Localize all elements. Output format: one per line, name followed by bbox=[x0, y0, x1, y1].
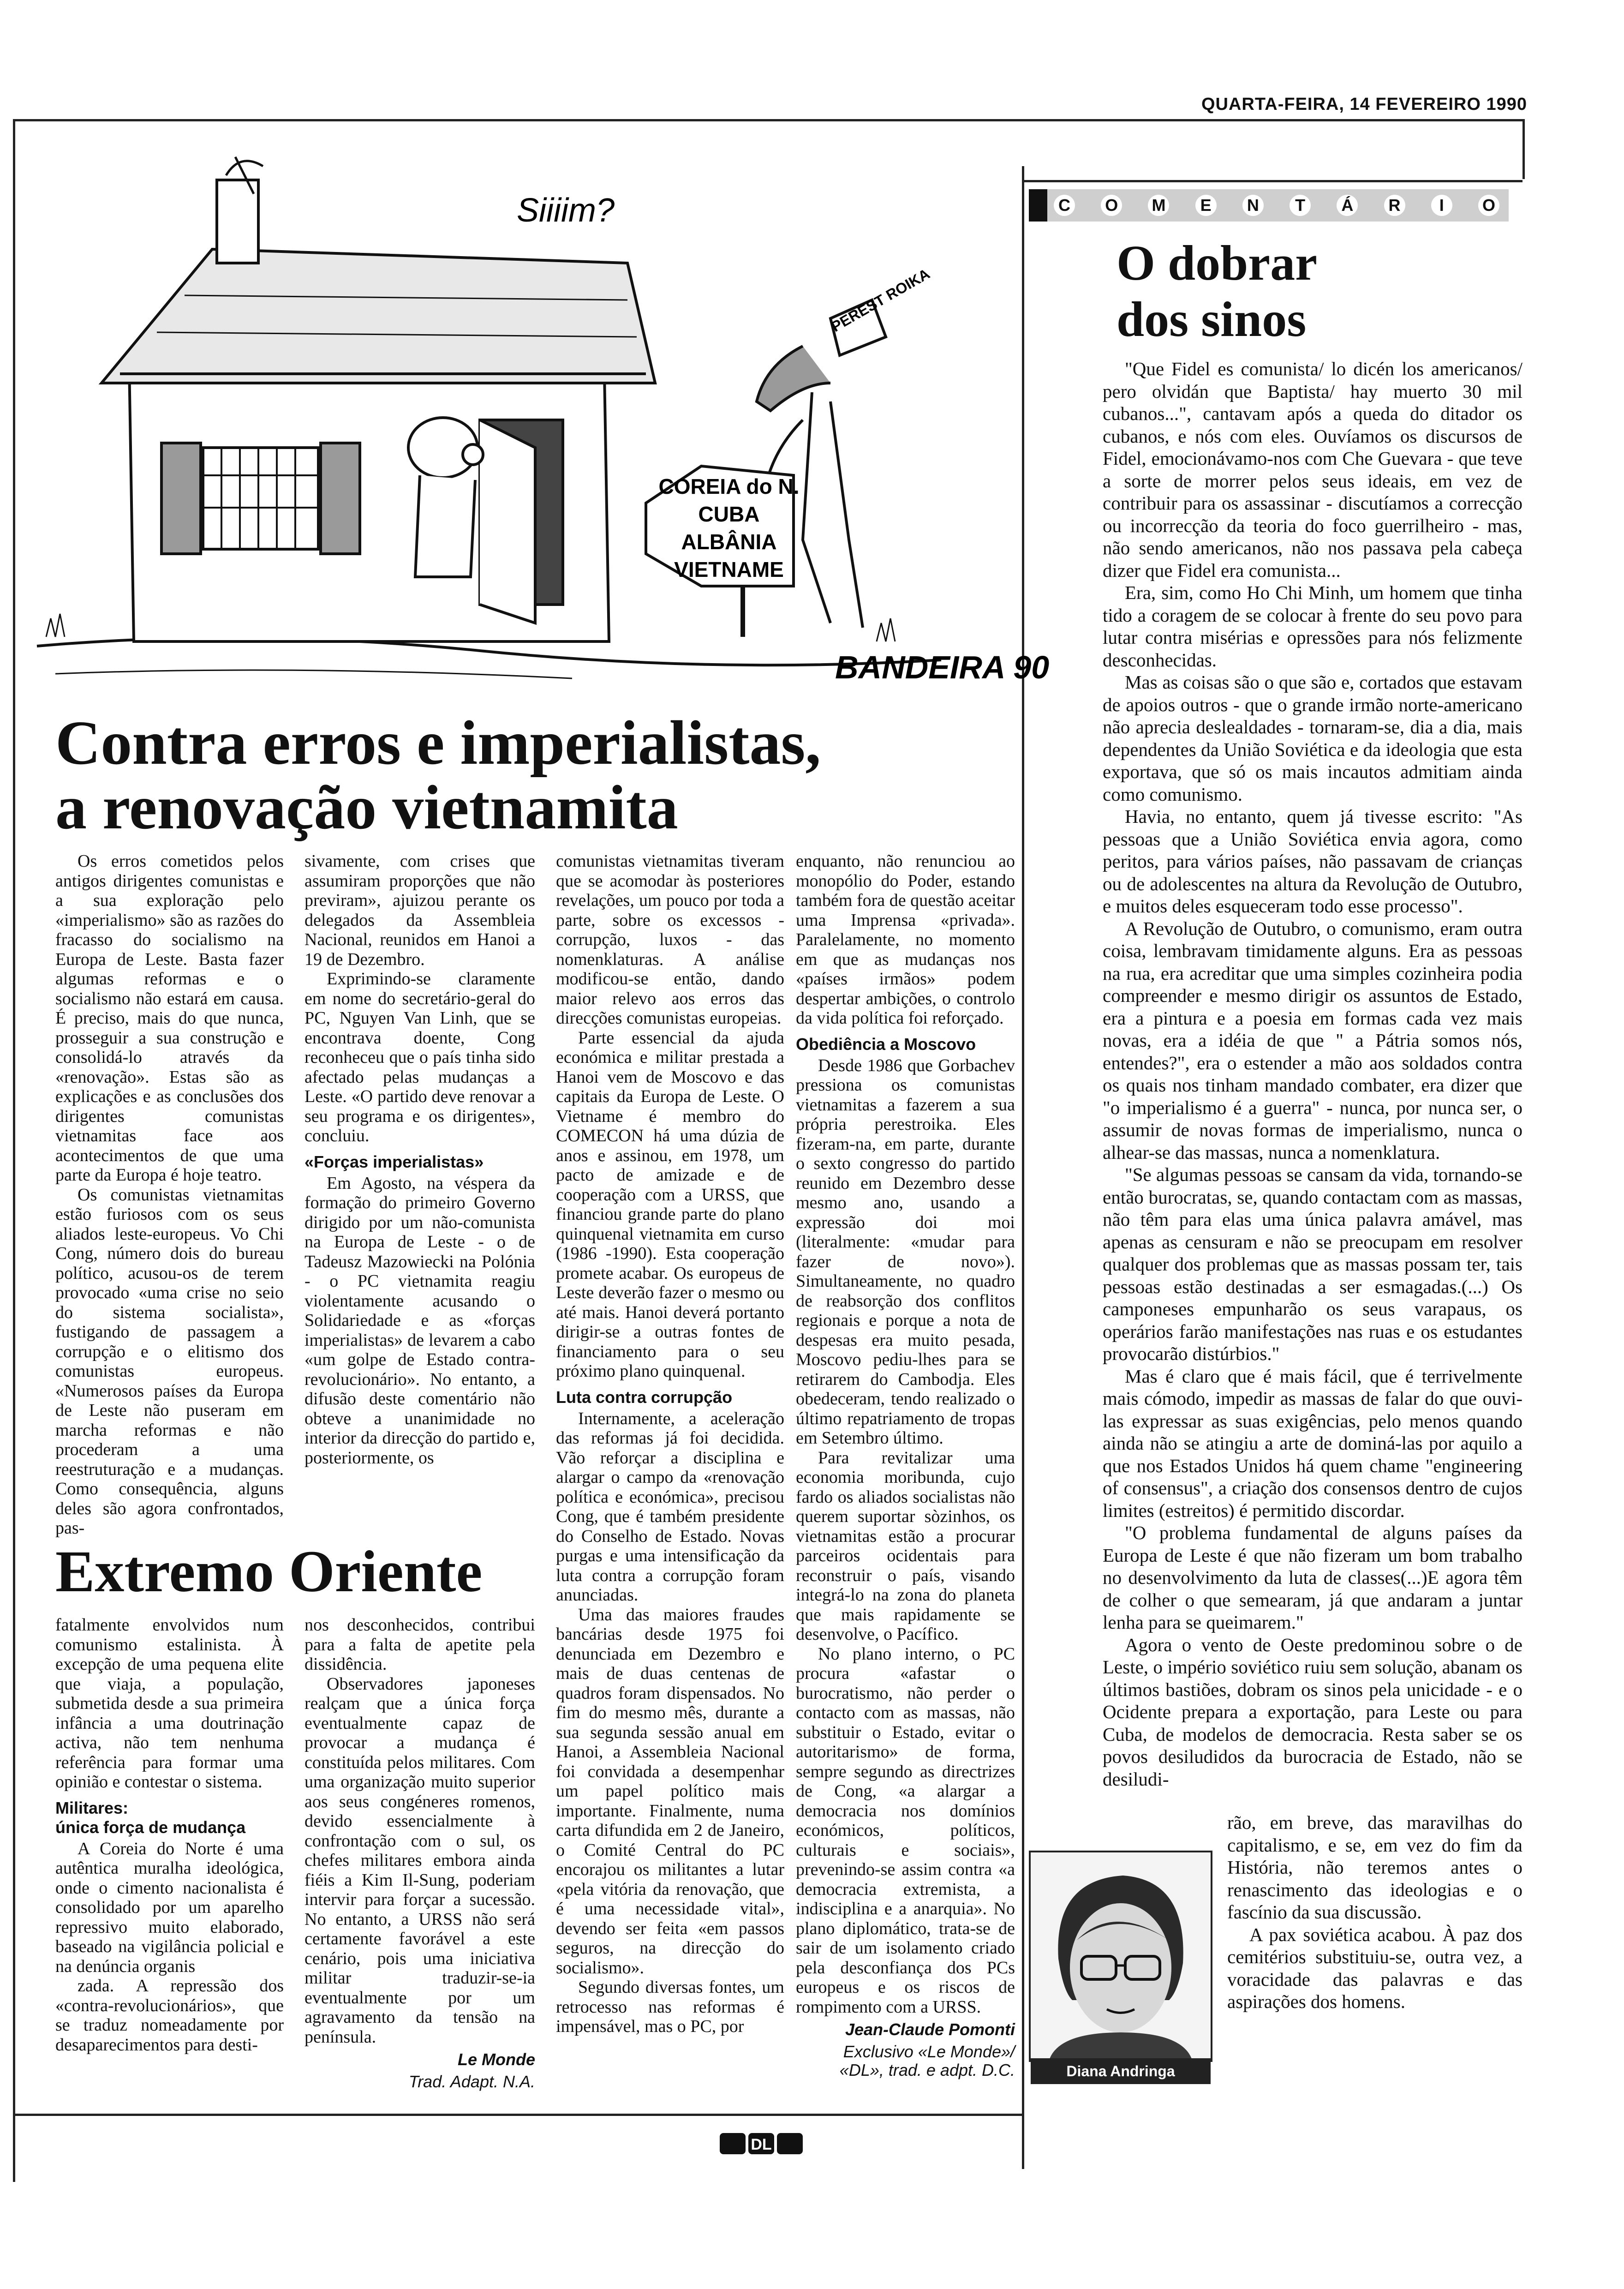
paragraph: Em Agosto, na véspera da formação do primeiro Governo dirigido por um não-comunista na Europa de Leste - o de Tadeusz Mazowiecki na Polónia - o PC vietnamita reagiu violentamente acusando o Solidariedade e as «forças imperialistas» de levarem a cabo «um golpe de Estado contra-revolucionário». No entanto, a difusão deste comentário não obteve a unanimidade no interior da direcção do partido e, posteriormente, os bbox=[304, 1173, 535, 1468]
editorial-cartoon bbox=[18, 125, 1050, 706]
subheading-forcas: «Forças imperialistas» bbox=[304, 1152, 484, 1171]
banner-letters bbox=[1054, 195, 1509, 216]
paragraph: Os comunistas vietnamitas estão furiosos com os seus aliados leste-europeus. Vo Chi Cong, número dois do bureau político, acusou-os de terem provocado «uma crise no seio do sistema socialista», fustigando de passagem a corrupção e o elitismo dos comunistas europeus. «Numerosos países da Europa de Leste não puseram em marcha reformas e não procederam a uma reestruturação e a mudanças. Como consequência, alguns deles são agora confrontados, pas- bbox=[55, 1185, 284, 1538]
main-headline bbox=[55, 708, 1015, 842]
paragraph: rão, em breve, das maravilhas do capitalismo, e se, em vez do fim da História, não teremos antes o renascimento das ideologias e o fascínio da sua discussão. bbox=[1227, 1812, 1522, 1923]
banner-letter: O bbox=[1101, 195, 1122, 216]
article-column-1 bbox=[55, 851, 284, 1538]
cartoon-speech: Siiiim? bbox=[517, 192, 615, 229]
subheading-luta: Luta contra corrupção bbox=[556, 1387, 733, 1407]
extremo-column-1 bbox=[55, 1615, 284, 2055]
paragraph: Mas é claro que é mais fácil, que é terrivelmente mais cómodo, impedir as massas de falar do que ouvi-las expressar as suas exigências, pelo menos quando ainda não se atingiu a arte de dominá-las por aquilo a que nos Estados Unidos há quem chame "engineering of consensus", a criação dos consensos dentro de cujos limites (estreitos) é permitido discordar. bbox=[1103, 1365, 1522, 1521]
photo-caption: Diana Andringa bbox=[1031, 2058, 1211, 2084]
extremo-oriente-headline: Extremo Oriente bbox=[55, 1539, 483, 1604]
banner-letter: Á bbox=[1337, 195, 1358, 216]
paragraph: sivamente, com crises que assumiram proporções que não previram», ajuizou perante os delegados da Assembleia Nacional, reunidos em Hanoi a 19 de Dezembro. bbox=[304, 851, 535, 969]
dl-logo bbox=[720, 2132, 803, 2155]
banner-letter: O bbox=[1478, 195, 1499, 216]
headline-line-1: Contra erros e imperialistas, bbox=[55, 708, 821, 778]
header-rule bbox=[14, 119, 1522, 121]
subheading-obediencia: Obediência a Moscovo bbox=[796, 1034, 976, 1054]
paragraph: Era, sim, como Ho Chi Minh, um homem que tinha tido a coragem de se colocar à frente do seu povo para lutar contra misérias e opressões para nós felizmente desconhecidas. bbox=[1103, 582, 1522, 671]
dl-logo-text: DL bbox=[751, 2136, 772, 2153]
paragraph: Mas as coisas são o que são e, cortados que estavam de apoios outros - que o grande irmão norte-americano não aprecia deslealdades - tornaram-se, dia a dia, mais dependentes da União Soviética e da ideologia que esta exportava, que só os mais incautos admitiam ainda como comunismo. bbox=[1103, 671, 1522, 805]
comment-top-rule bbox=[1022, 180, 1522, 182]
article-column-3 bbox=[556, 851, 784, 2037]
banner-letter: N bbox=[1242, 195, 1264, 216]
paragraph: Os erros cometidos pelos antigos dirigentes comunistas e a sua exploração pelo «imperialismo» são as razões do fracasso do socialismo na Europa de Leste. Basta fazer algumas reformas e o socialismo não estará em causa. É preciso, mais do que nunca, prosseguir a sua construção e consolidá-lo através da «renovação». Estas são as explicações e as conclusões dos dirigentes comunistas vietnamitas face aos acontecimentos de que uma parte da Europa é hoje teatro. bbox=[55, 851, 284, 1185]
cartoon-signature: BANDEIRA 90 bbox=[835, 649, 1050, 685]
cartoon-hat-text: PEREST ROIKA bbox=[828, 265, 933, 336]
paragraph: Agora o vento de Oeste predominou sobre o de Leste, o império soviético ruiu sem solução, abanam os últimos bastiões, dobram os sinos pela unicidade - e o Ocidente prepara a exportação, para Leste ou para Cuba, de modelos de democracia. Resta saber se os povos desiludidos da burocracia de Estado, não se desiludi- bbox=[1103, 1634, 1522, 1790]
article-column-4 bbox=[796, 851, 1015, 2079]
banner-letter: I bbox=[1431, 195, 1452, 216]
comentario-body-narrow bbox=[1227, 1811, 1522, 2013]
paragraph: Desde 1986 que Gorbachev pressiona os comunistas vietnamitas a fazerem a sua própria perestroika. Eles fizeram-na, em parte, durante o sexto congresso do partido reunido em Dezembro desse mesmo ano, usando a expressão doi moi (literalmente: «mudar para fazer de novo»). Simultaneamente, no quadro de reabsorção dos conflitos regionais e porque a nota de despesas era muito pesada, Moscovo pediu-lhes para se retirarem do Cambodja. Eles obedeceram, tendo realizado o último repatriamento de tropas em Setembro último. bbox=[796, 1055, 1015, 1448]
banner-letter: C bbox=[1054, 195, 1075, 216]
paragraph: "O problema fundamental de alguns países da Europa de Leste é que não fizeram um bom trabalho no desenvolvimento da luta de classes(...)E agora têm de colher o que semearam, já que andaram a juntar lenha para se queimarem." bbox=[1103, 1522, 1522, 1633]
paragraph: A Coreia do Norte é uma autêntica muralha ideológica, onde o cimento nacionalista é consolidado por um aparelho repressivo muito elaborado, baseado na vigilância policial e na denúncia organis bbox=[55, 1839, 284, 1976]
headline-line-2: a renovação vietnamita bbox=[55, 773, 678, 842]
right-frame-line bbox=[1522, 119, 1525, 179]
paragraph: A pax soviética acabou. À paz dos cemitérios substituiu-se, outra vez, a voracidade das palavras e das aspirações dos homens. bbox=[1227, 1923, 1522, 2012]
comentario-title bbox=[1116, 235, 1486, 348]
subheading-militares: Militares: bbox=[55, 1798, 129, 1817]
paragraph: zada. A repressão dos «contra-revolucionários», que se traduz nomeadamente por desaparecimentos para desti- bbox=[55, 1976, 284, 2055]
sign-line-4: VIETNAME bbox=[674, 557, 784, 581]
sign-line-3: ALBÂNIA bbox=[681, 530, 777, 554]
issue-date: QUARTA-FEIRA, 14 FEVEREIRO 1990 bbox=[1201, 95, 1527, 114]
comentario-body bbox=[1103, 358, 1522, 1790]
sign-line-2: CUBA bbox=[698, 502, 760, 526]
author-photo bbox=[1029, 1851, 1212, 2062]
comentario-banner bbox=[1029, 189, 1509, 222]
paragraph: Observadores japoneses realçam que a única força eventualmente capaz de provocar a mudança é constituída pelos militares. Com uma organização muito superior aos seus congéneres romenos, devido essencialmente à confrontação com o sul, os chefes militares embora ainda fiéis a Kim Il-Sung, poderiam intervir para forçar a sucessão. No entanto, a URSS não será certamente favorável a este cenário, pois uma iniciativa militar traduzir-se-ia eventualmente por um agravamento da tensão na península. bbox=[304, 1674, 535, 2047]
paragraph: Internamente, a aceleração das reformas já foi decidida. Vão reforçar a disciplina e alargar o campo da «renovação política e económica», precisou Cong, que é também presidente do Conselho de Estado. Novas purgas e uma intensificação da luta contra a corrupção foram anunciadas. bbox=[556, 1408, 784, 1605]
banner-letter: E bbox=[1195, 195, 1217, 216]
article-column-2 bbox=[304, 851, 535, 1468]
paragraph: fatalmente envolvidos num comunismo estalinista. À excepção de uma pequena elite que viaja, a população, submetida desde a sua primeira infância a uma doutrinação activa, não tem nenhuma referência para formar uma opinião e contestar o sistema. bbox=[55, 1615, 284, 1792]
paragraph: nos desconhecidos, contribui para a falta de apetite pela dissidência. bbox=[304, 1615, 535, 1674]
bottom-rule bbox=[13, 2114, 1023, 2116]
comentario-title-line-2: dos sinos bbox=[1116, 292, 1307, 347]
paragraph: Havia, no entanto, quem já tivesse escrito: "As pessoas que a União Soviética envia agora, como peritos, para vários países, não passavam de crianças ou de adolescentes na altura da Revolução de Outubro, e muitos deles esqueceram todo esse processo". bbox=[1103, 806, 1522, 917]
paragraph: Segundo diversas fontes, um retrocesso nas reformas é impensável, mas o PC, por bbox=[556, 1977, 784, 2036]
banner-letter: T bbox=[1290, 195, 1311, 216]
paragraph: comunistas vietnamitas tiveram que se acomodar às posteriores revelações, um pouco por toda a parte, sobre os excessos -corrupção, luxos - das nomenklaturas. A análise modificou-se então, dando maior relevo aos erros das direcções comunistas europeias. bbox=[556, 851, 784, 1028]
paragraph: Exprimindo-se claramente em nome do secretário-geral do PC, Nguyen Van Linh, que se encontrava doente, Cong reconheceu que o país tinha sido afectado pelas mudanças a Leste. «O partido deve renovar a seu programa e os dirigentes», concluiu. bbox=[304, 969, 535, 1145]
banner-letter: M bbox=[1148, 195, 1169, 216]
extremo-column-2 bbox=[304, 1615, 535, 2091]
author-signature: Jean-Claude Pomonti bbox=[845, 2020, 1015, 2039]
column-divider bbox=[1022, 166, 1024, 2169]
paragraph: Parte essencial da ajuda económica e militar prestada a Hanoi vem de Moscovo e das capitais da Europa de Leste. O Vietname é membro do COMECON há uma dúzia de anos e assinou, em 1978, um pacto de amizade e de cooperação com a URSS, que financiou grande parte do plano quinquenal vietnamita em curso (1986 -1990). Esta cooperação promete acabar. Os europeus de Leste deverão fazer o mesmo ou até mais. Hanoi deverá portanto dirigir-se a outras fontes de financiamento para o seu próximo plano quinquenal. bbox=[556, 1028, 784, 1381]
banner-block bbox=[1029, 189, 1047, 222]
banner-letter: R bbox=[1384, 195, 1405, 216]
translation-credit: Trad. Adapt. N.A. bbox=[408, 2072, 535, 2091]
paragraph: enquanto, não renunciou ao monopólio do Poder, estando também fora de questão aceitar uma Imprensa «privada». Paralelamente, no momento em que as mudanças nos «países irmãos» podem despertar ambições, o controlo da vida política foi reforçado. bbox=[796, 851, 1015, 1028]
left-frame-line bbox=[13, 119, 15, 2182]
paragraph: "Se algumas pessoas se cansam da vida, tornando-se então burocratas, se, quando contactam com as massas, não têm para elas uma única palavra amável, mas apenas as censuram e não se preocupam em resolver qualquer dos problemas que as massas possam ter, tais pessoas estão destinadas a ser esmagadas.(...) Os camponeses empunharão os seus varapaus, os operários farão manifestações nas ruas e os estudantes provocarão distúrbios." bbox=[1103, 1164, 1522, 1364]
sign-line-1: COREIA do N. bbox=[658, 474, 800, 498]
source-credit: Exclusivo «Le Monde»/ «DL», trad. e adpt. D.C. bbox=[839, 2042, 1015, 2079]
le-monde-signature: Le Monde bbox=[458, 2050, 535, 2069]
paragraph: Uma das maiores fraudes bancárias desde 1975 foi denunciada em Dezembro e mais de duas centenas de quadros foram dispensados. No fim do mesmo mês, durante a sua segunda sessão anual em Hanoi, a Assembleia Nacional foi convidada a desempenhar um papel político mais importante. Finalmente, numa carta difundida em 2 de Janeiro, o Comité Central do PC encorajou os militantes a lutar «pela vitória da renovação, que é uma necessidade vital», devendo ser feita «em passos seguros, na direcção do socialismo». bbox=[556, 1605, 784, 1977]
paragraph: No plano interno, o PC procura «afastar o burocratismo, não perder o contacto com as massas, não substituir o Estado, evitar o autoritarismo» de forma, sempre segundo as directrizes de Cong, «a alargar a democracia nos domínios económicos, políticos, culturais e sociais», prevenindo-se assim contra «a democracia extremista, a indisciplina e a anarquia». No plano diplomático, trata-se de sair de um isolamento criado pela desconfiança dos PCs europeus e os riscos de rompimento com a URSS. bbox=[796, 1644, 1015, 2017]
paragraph: Para revitalizar uma economia moribunda, cujo fardo os aliados socialistas não querem suportar sòzinhos, os vietnamitas estão a procurar parceiros ocidentais para reconstruir o país, visando integrá-lo na zona do planeta que mais rapidamente se desenvolve, o Pacífico. bbox=[796, 1448, 1015, 1644]
comentario-title-line-1: O dobrar bbox=[1116, 236, 1318, 291]
subheading-forca-mudanca: única força de mudança bbox=[55, 1817, 246, 1837]
paragraph: "Que Fidel es comunista/ lo dicén los americanos/ pero olvidán que Baptista/ hay muerto 30 mil cubanos...", cantavam após a queda do ditador os cubanos, e nós com eles. Ouvíamos os discursos de Fidel, emocionávamo-nos com Che Guevara - que teve a sorte de morrer pelos seus ideais, em vez de contribuir para os assassinar - discutíamos a correcção ou incorrecção da teoria do foco guerrilheiro - mas, não sendo americanos, não nos passava pela cabeça dizer que Fidel era comunista... bbox=[1103, 358, 1522, 581]
paragraph: A Revolução de Outubro, o comunismo, eram outra coisa, lembravam timidamente alguns. Era as pessoas na rua, era acreditar que uma simples cozinheira podia compreender e mesmo dirigir os assuntos de Estado, era a pintura e a poesia em formas cada vez mais novas, era a idéia de que " a Pátria somos nós, entendes?", era o estender a mão aos soldados contra os quais nos tinham mandado combater, era dizer que "o imperialismo é a guerra" - nunca, por nunca ser, o assumir de novas formas de imperialismo, nunca o alhear-se das massas, nunca a nomenklatura. bbox=[1103, 917, 1522, 1163]
